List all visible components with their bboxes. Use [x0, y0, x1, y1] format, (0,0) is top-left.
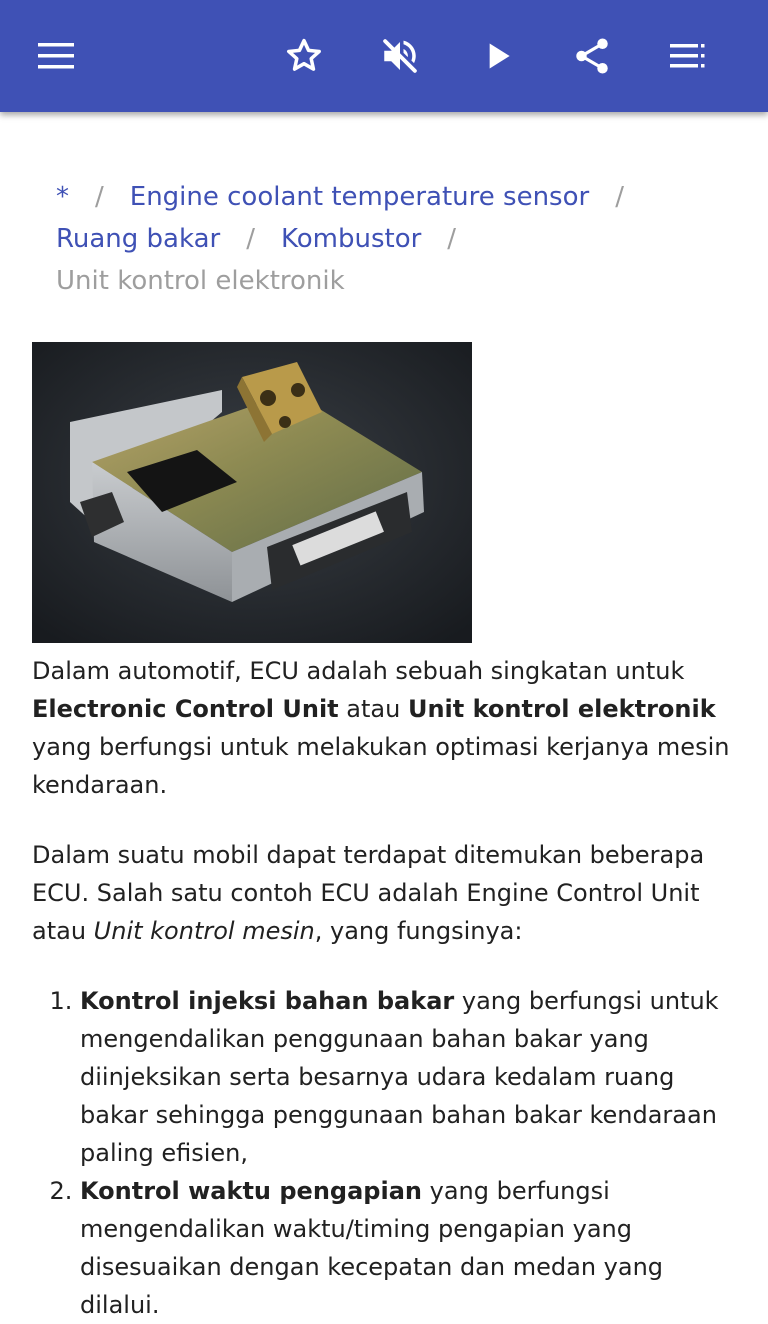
function-list: [32, 982, 736, 1324]
paragraph-text: Dalam suatu mobil dapat terdapat ditemukan beberapa ECU. Salah satu contoh ECU adalah Engine Control Unit atau: [32, 841, 705, 945]
list-item-text: yang berfungsi mengendalikan waktu/timing pengapian yang disesuaikan dengan kecepatan dan medan yang dilalui.: [80, 1177, 664, 1319]
playlist-icon: [668, 36, 708, 76]
term-electronic-control-unit: Electronic Control Unit: [32, 695, 339, 723]
breadcrumb-item-home[interactable]: *: [56, 182, 69, 212]
ecu-photo-illustration: [32, 342, 472, 643]
paragraph-text: Dalam automotif, ECU adalah sebuah singkatan untuk: [32, 657, 685, 685]
volume-off-icon: [379, 35, 421, 77]
favorite-button[interactable]: [276, 28, 332, 84]
paragraph-text: , yang fungsinya:: [314, 917, 523, 945]
list-item: [80, 1172, 736, 1324]
list-item-text: yang berfungsi untuk mengendalikan penggunaan bahan bakar yang diinjeksikan serta besarnya udara kedalam ruang bakar sehingga penggunaan bahan bakar kendaraan paling efisien,: [80, 987, 719, 1167]
star-outline-icon: [283, 35, 325, 77]
breadcrumb-separator: /: [95, 182, 104, 212]
menu-button[interactable]: [28, 28, 84, 84]
app-toolbar: [0, 0, 768, 112]
list-item-title: Kontrol injeksi bahan bakar: [80, 987, 455, 1015]
breadcrumb-separator: /: [615, 182, 624, 212]
paragraph-text: atau: [338, 695, 408, 723]
breadcrumb-item-ruang-bakar[interactable]: Ruang bakar: [56, 224, 221, 254]
share-button[interactable]: [564, 28, 620, 84]
paragraph-intro: [32, 652, 736, 804]
mute-button[interactable]: [372, 28, 428, 84]
ecu-photo[interactable]: [32, 342, 472, 643]
list-item-title: Kontrol waktu pengapian: [80, 1177, 422, 1205]
share-icon: [571, 35, 613, 77]
term-unit-kontrol-mesin: Unit kontrol mesin: [93, 917, 315, 945]
play-icon: [478, 36, 518, 76]
playlist-button[interactable]: [660, 28, 716, 84]
breadcrumb: [56, 176, 736, 302]
play-button[interactable]: [470, 28, 526, 84]
article-content: [0, 112, 768, 1319]
paragraph-text: yang berfungsi untuk melakukan optimasi kerjanya mesin kendaraan.: [32, 733, 730, 799]
paragraph-ecu-types: [32, 836, 736, 950]
breadcrumb-item-engine-coolant[interactable]: Engine coolant temperature sensor: [129, 182, 590, 212]
term-unit-kontrol-elektronik: Unit kontrol elektronik: [407, 695, 716, 723]
list-item: [80, 982, 736, 1172]
hamburger-menu-icon: [36, 36, 76, 76]
breadcrumb-item-kombustor[interactable]: Kombustor: [280, 224, 422, 254]
breadcrumb-separator: /: [447, 224, 457, 254]
article-body: [32, 652, 736, 1324]
breadcrumb-current: Unit kontrol elektronik: [56, 266, 345, 296]
breadcrumb-separator: /: [246, 224, 255, 254]
